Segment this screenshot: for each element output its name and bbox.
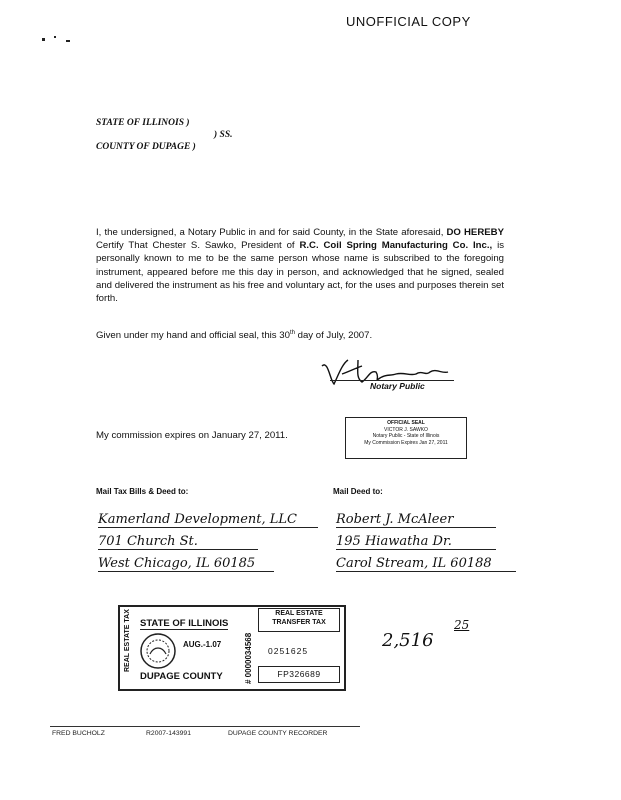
footer-document-number: R2007-143991 — [146, 730, 191, 737]
handwritten-amount: 2,516 — [382, 630, 434, 651]
given-suffix: day of July, 2007. — [294, 330, 373, 342]
mail-left-line-3: West Chicago, IL 60185 — [98, 556, 274, 572]
seal-line: Notary Public - State of Illinois — [372, 433, 440, 440]
footer-recorder-office: DUPAGE COUNTY RECORDER — [228, 730, 328, 737]
seal-line: OFFICIAL SEAL — [387, 420, 425, 426]
scan-mark — [66, 40, 70, 42]
notary-public-title: Notary Public — [370, 381, 425, 391]
commission-expiry: My commission expires on January 27, 2011. — [96, 430, 288, 441]
mail-tax-bills-label: Mail Tax Bills & Deed to: — [96, 487, 189, 496]
mail-left-line-1: Kamerland Development, LLC — [98, 512, 318, 528]
stamp-fp-number: FP326689 — [258, 666, 340, 683]
stamp-county-name: DUPAGE COUNTY — [140, 671, 223, 682]
official-seal — [345, 417, 467, 459]
seal-line: VICTOR J. SAWKO — [384, 426, 428, 433]
footer-recorder-name: FRED BUCHOLZ — [52, 730, 105, 737]
real-estate-transfer-tax-box — [258, 608, 340, 632]
ack-text-2: Certify That Chester S. Sawko, President of — [96, 240, 300, 252]
mail-right-line-3: Carol Stream, IL 60188 — [336, 556, 516, 572]
venue-state: STATE OF ILLINOIS ) — [96, 118, 190, 128]
given-line — [96, 330, 372, 341]
rt-line-2: TRANSFER TAX — [272, 619, 326, 626]
stamp-amount: 0251625 — [268, 646, 309, 656]
seal-line: My Commission Expires Jan 27, 2011 — [364, 439, 448, 446]
ack-text-3: is personally known to me to be the same person whose name is subscribed to the foregoing instrument, appeared before me this day in person, and acknowledged that he signed, sealed and delivered the instrument as his free and voluntary act, for the uses and purposes therein set forth. — [96, 240, 504, 305]
ack-text-1: I, the undersigned, a Notary Public in and for said County, in the State aforesaid, — [96, 227, 447, 238]
given-prefix: Given under my hand and official seal, this 30 — [96, 330, 290, 342]
stamp-state-name: STATE OF ILLINOIS — [140, 618, 229, 629]
ack-bold-1: DO HEREBY — [446, 227, 504, 238]
unofficial-copy-stamp: UNOFFICIAL COPY — [346, 14, 471, 29]
scan-mark — [54, 36, 56, 38]
venue-ss: ) SS. — [214, 130, 233, 140]
rt-line-1: REAL ESTATE — [275, 610, 323, 617]
stamp-date: AUG.-1.07 — [183, 640, 222, 649]
given-sup: th — [289, 330, 295, 336]
handwritten-cents: 25 — [454, 618, 470, 632]
scan-mark — [42, 38, 45, 41]
mail-right-line-2: 195 Hiawatha Dr. — [336, 534, 496, 550]
state-seal-icon — [138, 632, 178, 670]
ack-bold-2: R.C. Coil Spring Manufacturing Co. Inc., — [299, 240, 493, 252]
mail-left-line-2: 701 Church St. — [98, 534, 258, 550]
acknowledgment-paragraph — [96, 226, 504, 305]
mail-right-line-1: Robert J. McAleer — [336, 512, 496, 528]
footer-rule — [50, 726, 360, 727]
venue-county: COUNTY OF DUPAGE ) — [96, 142, 196, 152]
stamp-number: # 0000034568 — [244, 632, 253, 684]
mail-deed-label: Mail Deed to: — [333, 487, 383, 496]
stamp-side-text: REAL ESTATE TAX — [124, 609, 131, 672]
